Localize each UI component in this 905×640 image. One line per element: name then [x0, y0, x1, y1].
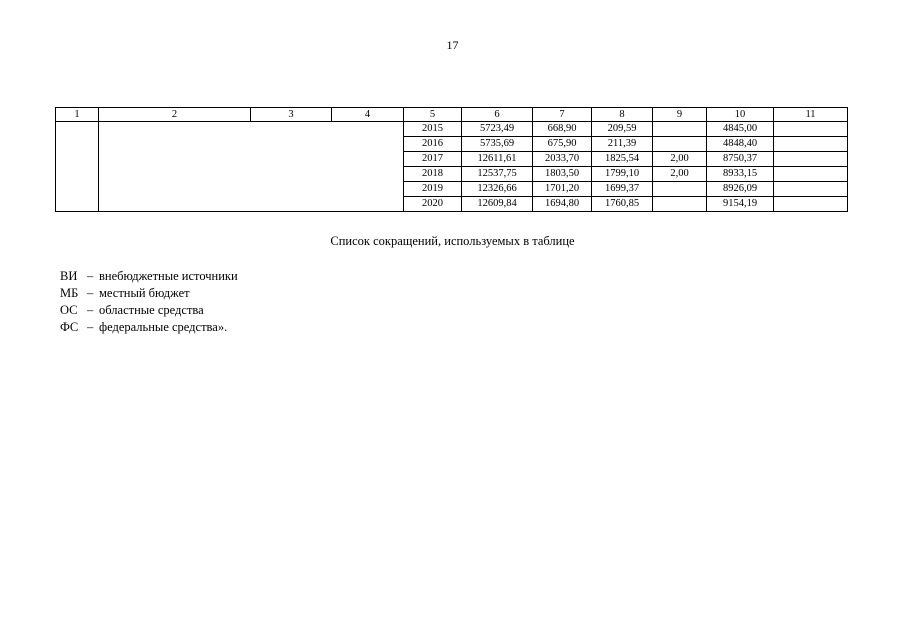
value-cell: 8933,15: [707, 167, 774, 182]
value-cell: 9154,19: [707, 197, 774, 212]
value-cell: 8750,37: [707, 152, 774, 167]
header-cell: 11: [774, 108, 848, 122]
year-cell: 2015: [404, 122, 462, 137]
value-cell: 1701,20: [533, 182, 592, 197]
header-cell: 3: [251, 108, 332, 122]
total-cell: 5723,49: [462, 122, 533, 137]
year-cell: 2019: [404, 182, 462, 197]
abbreviation-item: [60, 302, 238, 319]
header-cell: 7: [533, 108, 592, 122]
year-cell: 2018: [404, 167, 462, 182]
value-cell: [774, 197, 848, 212]
abbreviation-text: местный бюджет: [99, 286, 190, 300]
abbreviations-list: [60, 268, 238, 336]
value-cell: [774, 137, 848, 152]
value-cell: [653, 122, 707, 137]
abbreviation-text: федеральные средства».: [99, 320, 228, 334]
value-cell: 1760,85: [592, 197, 653, 212]
value-cell: 8926,09: [707, 182, 774, 197]
value-cell: 2,00: [653, 152, 707, 167]
empty-cell: [56, 122, 99, 212]
value-cell: 675,90: [533, 137, 592, 152]
value-cell: [653, 197, 707, 212]
header-cell: 4: [332, 108, 404, 122]
abbreviation-dash: –: [87, 320, 94, 334]
value-cell: 1799,10: [592, 167, 653, 182]
year-cell: 2020: [404, 197, 462, 212]
value-cell: 1803,50: [533, 167, 592, 182]
page-number: 17: [446, 38, 459, 52]
total-cell: 12611,61: [462, 152, 533, 167]
abbreviations-heading: Список сокращений, используемых в таблице: [330, 234, 575, 248]
year-cell: 2017: [404, 152, 462, 167]
abbreviation-text: внебюджетные источники: [99, 269, 238, 283]
value-cell: 1699,37: [592, 182, 653, 197]
abbreviation-item: [60, 285, 238, 302]
value-cell: 1825,54: [592, 152, 653, 167]
total-cell: 12326,66: [462, 182, 533, 197]
header-cell: 6: [462, 108, 533, 122]
value-cell: [653, 137, 707, 152]
header-cell: 9: [653, 108, 707, 122]
abbreviation-dash: –: [87, 269, 94, 283]
total-cell: 5735,69: [462, 137, 533, 152]
abbreviation-code: ВИ: [60, 269, 78, 283]
value-cell: 668,90: [533, 122, 592, 137]
header-cell: 8: [592, 108, 653, 122]
value-cell: 211,39: [592, 137, 653, 152]
header-cell: 5: [404, 108, 462, 122]
value-cell: 4845,00: [707, 122, 774, 137]
abbreviation-dash: –: [87, 303, 94, 317]
budget-table: [55, 107, 848, 212]
abbreviation-code: ФС: [60, 320, 79, 334]
value-cell: [653, 182, 707, 197]
value-cell: [774, 122, 848, 137]
value-cell: 2,00: [653, 167, 707, 182]
abbreviation-item: [60, 268, 238, 285]
abbreviation-text: областные средства: [99, 303, 204, 317]
year-cell: 2016: [404, 137, 462, 152]
value-cell: 2033,70: [533, 152, 592, 167]
table-row: [56, 122, 848, 137]
total-cell: 12609,84: [462, 197, 533, 212]
header-cell: 1: [56, 108, 99, 122]
abbreviation-dash: –: [87, 286, 94, 300]
header-cell: 10: [707, 108, 774, 122]
abbreviation-item: [60, 319, 238, 336]
value-cell: [774, 182, 848, 197]
value-cell: [774, 152, 848, 167]
header-cell: 2: [99, 108, 251, 122]
abbreviation-code: ОС: [60, 303, 78, 317]
total-cell: 12537,75: [462, 167, 533, 182]
table-header-row: [56, 108, 848, 122]
empty-merged-cell: [99, 122, 404, 212]
value-cell: [774, 167, 848, 182]
abbreviation-code: МБ: [60, 286, 79, 300]
value-cell: 1694,80: [533, 197, 592, 212]
value-cell: 209,59: [592, 122, 653, 137]
value-cell: 4848,40: [707, 137, 774, 152]
